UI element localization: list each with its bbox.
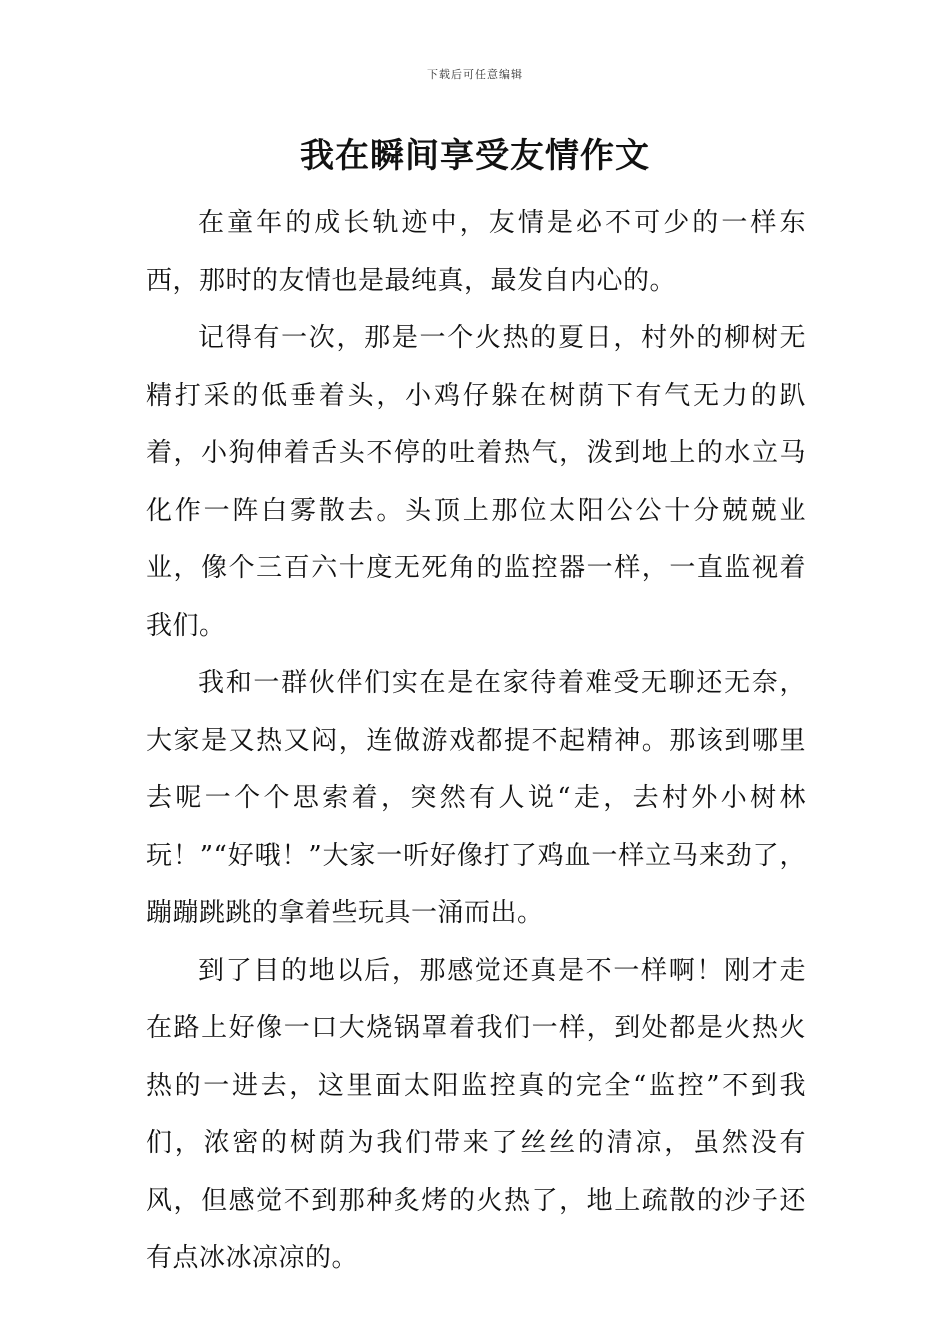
document-title: 我在瞬间享受友情作文 <box>300 136 650 176</box>
paragraph-2: 记得有一次，那是一个火热的夏日，村外的柳树无精打采的低垂着头，小鸡仔躲在树荫下有气无力的趴着，小狗伸着舌头不停的吐着热气，泼到地上的水立马化作一阵白雾散去。头顶上那位太阳公公十分兢兢业业，像个三百六十度无死角的监控器一样，一直监视着我们。 <box>146 323 806 641</box>
paragraph-3: 我和一群伙伴们实在是在家待着难受无聊还无奈，大家是又热又闷，连做游戏都提不起精神。那该到哪里去呢一个个思索着，突然有人说“走，去村外小树林玩！”“好哦！”大家一听好像打了鸡血一样立马来劲了，蹦蹦跳跳的拿着些玩具一涌而出。 <box>146 668 806 928</box>
paragraph-4: 到了目的地以后，那感觉还真是不一样啊！刚才走在路上好像一口大烧锅罩着我们一样，到处都是火热火热的一进去，这里面太阳监控真的完全“监控”不到我们，浓密的树荫为我们带来了丝丝的清凉，虽然没有风，但感觉不到那种炙烤的火热了，地上疏散的沙子还有点冰冰凉凉的。 <box>146 955 806 1273</box>
document-body <box>146 195 806 1288</box>
header-note: 下载后可任意编辑 <box>427 68 523 81</box>
paragraph-1: 在童年的成长轨迹中，友情是必不可少的一样东西，那时的友情也是最纯真，最发自内心的。 <box>146 208 806 296</box>
